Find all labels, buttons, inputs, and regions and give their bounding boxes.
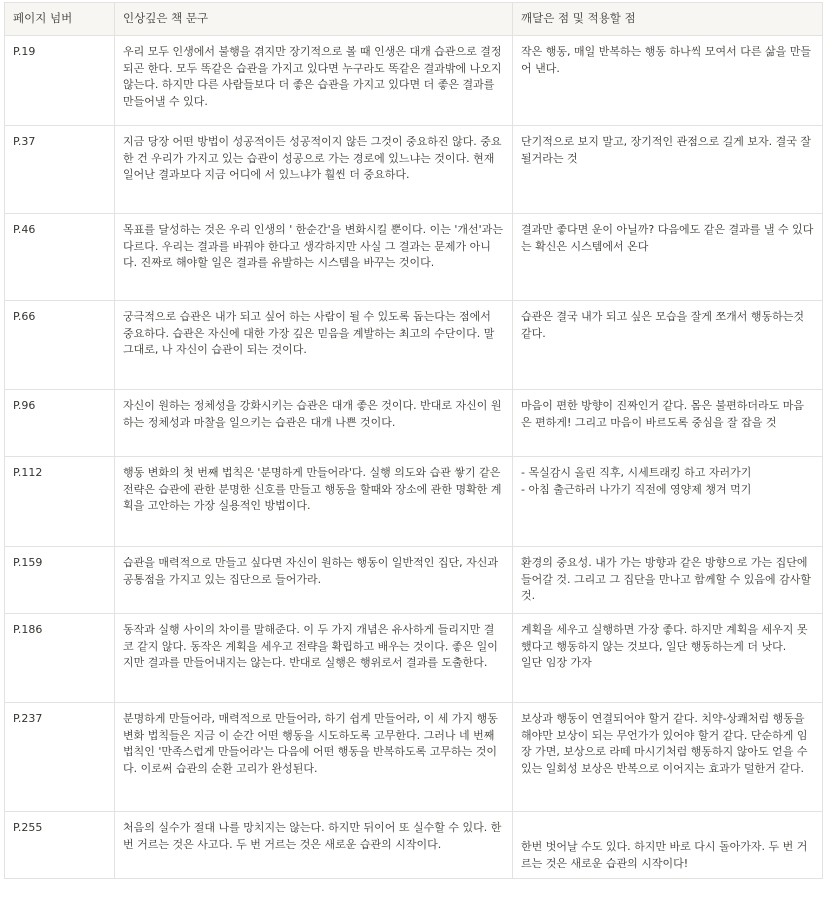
notes-table (4, 2, 823, 879)
lesson-cell: 습관은 결국 내가 되고 싶은 모습을 잘게 쪼개서 행동하는것 같다. (513, 301, 823, 390)
table-row (5, 36, 823, 126)
quote-cell: 목표를 달성하는 것은 우리 인생의 ' 한순간'을 변화시킬 뿐이다. 이는 '개선'과는 다르다. 우리는 결과를 바꿔야 한다고 생각하지만 사실 그 결과는 문제가 아니다. 진짜로 해야할 일은 결과를 유발하는 시스템을 바꾸는 것이다. (115, 214, 513, 301)
header-row (5, 3, 823, 36)
quote-cell: 자신이 원하는 정체성을 강화시키는 습관은 대개 좋은 것이다. 반대로 자신이 원하는 정체성과 마찰을 일으키는 습관은 대개 나쁜 것이다. (115, 390, 513, 457)
lesson-cell: 환경의 중요성. 내가 가는 방향과 같은 방향으로 가는 집단에 들어갈 것. 그리고 그 집단을 만나고 함께할 수 있음에 감사할 것. (513, 547, 823, 614)
lesson-cell: 보상과 행동이 연결되어야 할거 같다. 치약-상쾌처럼 행동을 해야만 보상이 되는 무언가가 있어야 할거 같다. 단순하게 임장 가면, 보상으로 라떼 마시기처럼 행동하지 않아도 얻을 수 있는 일회성 보상은 반복으로 이어지는 효과가 덜한거 같다. (513, 703, 823, 812)
header-quote: 인상깊은 책 문구 (115, 3, 513, 36)
quote-cell: 처음의 실수가 절대 나를 망치지는 않는다. 하지만 뒤이어 또 실수할 수 있다. 한 번 거르는 것은 사고다. 두 번 거르는 것은 새로운 습관의 시작이다. (115, 812, 513, 879)
quote-cell: 지금 당장 어떤 방법이 성공적이든 성공적이지 않든 그것이 중요하진 않다. 중요한 건 우리가 가지고 있는 습관이 성공으로 가는 경로에 있느냐는 것이다. 현재 일어난 결과보다 지금 어디에 서 있느냐가 훨씬 더 중요하다. (115, 126, 513, 214)
page-number-cell: P.255 (5, 812, 115, 879)
lesson-cell: 계획을 세우고 실행하면 가장 좋다. 하지만 계획을 세우지 못했다고 행동하지 않는 것보다, 일단 행동하는게 더 낫다. 일단 임장 가자 (513, 614, 823, 703)
page-number-cell: P.46 (5, 214, 115, 301)
page-number-cell: P.159 (5, 547, 115, 614)
table-row (5, 812, 823, 879)
table-row (5, 390, 823, 457)
header-lesson: 깨달은 점 및 적용할 점 (513, 3, 823, 36)
table-row (5, 214, 823, 301)
lesson-cell: 작은 행동, 매일 반복하는 행동 하나씩 모여서 다른 삶을 만들어 낸다. (513, 36, 823, 126)
page-number-cell: P.37 (5, 126, 115, 214)
quote-cell: 우리 모두 인생에서 불행을 겪지만 장기적으로 볼 때 인생은 대개 습관으로 결정되곤 한다. 모두 똑같은 습관을 가지고 있다면 누구라도 똑같은 결과밖에 나오지 않는다. 하지만 다른 사람들보다 더 좋은 습관을 가지고 있다면 더 좋은 결과를 만들어낼 수 있다. (115, 36, 513, 126)
page-number-cell: P.66 (5, 301, 115, 390)
page-number-cell: P.112 (5, 457, 115, 547)
page-number-cell: P.186 (5, 614, 115, 703)
page-number-cell: P.237 (5, 703, 115, 812)
quote-cell: 분명하게 만들어라, 매력적으로 만들어라, 하기 쉽게 만들어라, 이 세 가지 행동 변화 법칙들은 지금 이 순간 어떤 행동을 시도하도록 고무한다. 그러나 네 번째 법칙인 '만족스럽게 만들어라'는 다음에 어떤 행동을 반복하도록 고무하는 것이다. 이로써 습관의 순환 고리가 완성된다. (115, 703, 513, 812)
page-number-cell: P.19 (5, 36, 115, 126)
table-row (5, 614, 823, 703)
quote-cell: 행동 변화의 첫 번째 법칙은 '분명하게 만들어라'다. 실행 의도와 습관 쌓기 같은 전략은 습관에 관한 분명한 신호를 만들고 행동을 할때와 장소에 관한 명확한 계획을 고안하는 가장 실용적인 방법이다. (115, 457, 513, 547)
lesson-cell: 마음이 편한 방향이 진짜인거 같다. 몸은 불편하더라도 마음은 편하게! 그리고 마음이 바르도록 중심을 잘 잡을 것 (513, 390, 823, 457)
header-page: 페이지 넘버 (5, 3, 115, 36)
table-row (5, 547, 823, 614)
table-row (5, 703, 823, 812)
quote-cell: 동작과 실행 사이의 차이를 말해준다. 이 두 가지 개념은 유사하게 들리지만 결코 같지 않다. 동작은 계획을 세우고 전략을 확립하고 배우는 것이다. 좋은 일이지만 결과를 만들어내지는 않는다. 반대로 실행은 행위로서 결과를 도출한다. (115, 614, 513, 703)
lesson-cell: 한번 벗어날 수도 있다. 하지만 바로 다시 돌아가자. 두 번 거르는 것은 새로운 습관의 시작이다! (513, 812, 823, 879)
table-row (5, 301, 823, 390)
lesson-cell: 결과만 좋다면 운이 아닐까? 다음에도 같은 결과를 낼 수 있다는 확신은 시스템에서 온다 (513, 214, 823, 301)
quote-cell: 궁극적으로 습관은 내가 되고 싶어 하는 사람이 될 수 있도록 돕는다는 점에서 중요하다. 습관은 자신에 대한 가장 깊은 믿음을 계발하는 최고의 수단이다. 말 그대로, 나 자신이 습관이 되는 것이다. (115, 301, 513, 390)
lesson-cell: - 목실감시 올린 직후, 시세트래킹 하고 자러가기 - 아침 출근하러 나가기 직전에 영양제 챙겨 먹기 (513, 457, 823, 547)
quote-cell: 습관을 매력적으로 만들고 싶다면 자신이 원하는 행동이 일반적인 집단, 자신과 공통점을 가지고 있는 집단으로 들어가라. (115, 547, 513, 614)
table-row (5, 457, 823, 547)
page-number-cell: P.96 (5, 390, 115, 457)
lesson-cell: 단기적으로 보지 말고, 장기적인 관점으로 길게 보자. 결국 잘될거라는 것 (513, 126, 823, 214)
table-row (5, 126, 823, 214)
